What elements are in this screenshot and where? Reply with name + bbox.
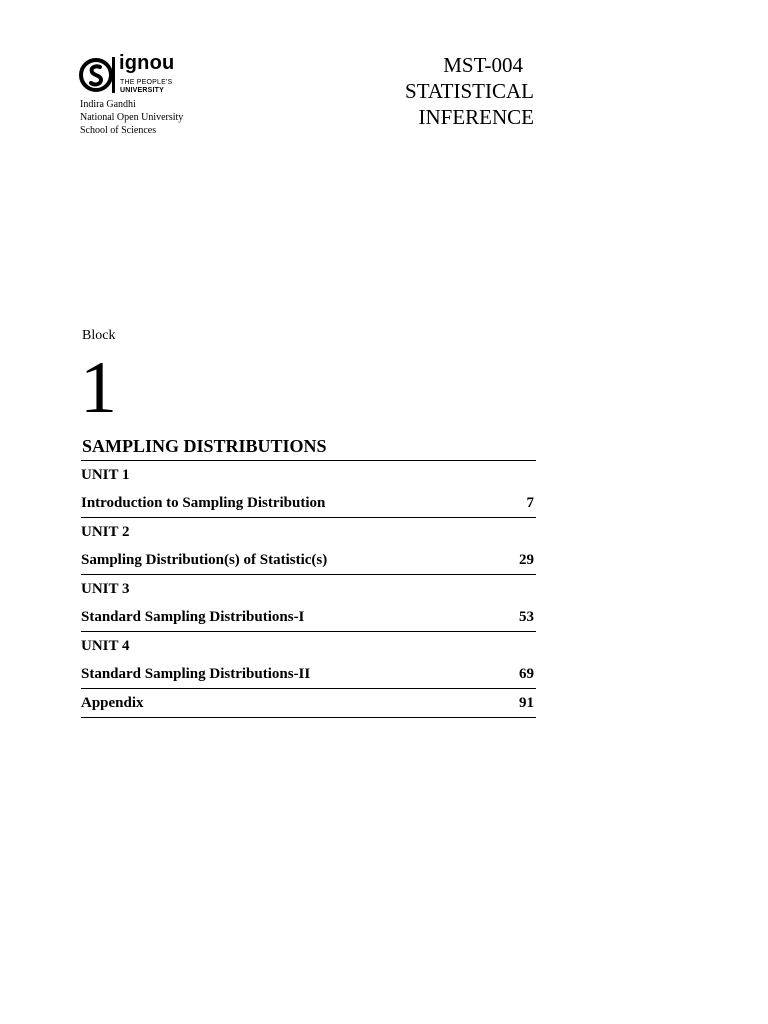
toc-appendix: [81, 689, 536, 718]
institution-line-2: National Open University: [80, 112, 184, 123]
ignou-emblem-icon: [79, 56, 115, 96]
institution-line-3: School of Sciences: [80, 125, 157, 136]
unit-entry: [81, 660, 536, 688]
unit-entry: [81, 546, 536, 574]
institution-line-1: Indira Gandhi: [80, 99, 136, 110]
toc-unit: [81, 518, 536, 575]
unit-page-number: 7: [526, 495, 534, 511]
block-number: 1: [80, 347, 117, 429]
table-of-contents: [81, 460, 536, 718]
block-label: Block: [82, 328, 116, 343]
logo-wordmark: ignou: [119, 52, 175, 74]
unit-title: Standard Sampling Distributions-I: [81, 609, 305, 625]
appendix-entry: [81, 689, 536, 717]
unit-page-number: 69: [519, 666, 534, 682]
unit-number: UNIT 2: [81, 524, 130, 540]
logo-tagline-line-2: UNIVERSITY: [120, 87, 165, 94]
toc-unit: [81, 461, 536, 518]
appendix-title: Appendix: [81, 695, 144, 711]
course-heading: [405, 52, 534, 130]
unit-number: UNIT 1: [81, 467, 130, 483]
course-code: MST-004: [443, 53, 523, 77]
toc-unit: [81, 632, 536, 689]
unit-page-number: 29: [519, 552, 534, 568]
ignou-logo: [79, 52, 189, 98]
institution-name: [80, 98, 183, 137]
unit-number: UNIT 4: [81, 638, 130, 654]
course-title-line-2: INFERENCE: [418, 105, 534, 129]
toc-unit: [81, 575, 536, 632]
unit-page-number: 53: [519, 609, 534, 625]
logo-tagline-line-1: THE PEOPLE'S: [120, 79, 173, 86]
unit-entry: [81, 603, 536, 631]
block-title: SAMPLING DISTRIBUTIONS: [82, 436, 327, 456]
logo-tagline: [120, 79, 172, 95]
appendix-page-number: 91: [519, 695, 534, 711]
unit-entry: [81, 489, 536, 517]
unit-title: Standard Sampling Distributions-II: [81, 666, 311, 682]
unit-title: Sampling Distribution(s) of Statistic(s): [81, 552, 328, 568]
unit-number: UNIT 3: [81, 581, 130, 597]
course-title-line-1: STATISTICAL: [405, 79, 534, 103]
unit-title: Introduction to Sampling Distribution: [81, 495, 326, 511]
